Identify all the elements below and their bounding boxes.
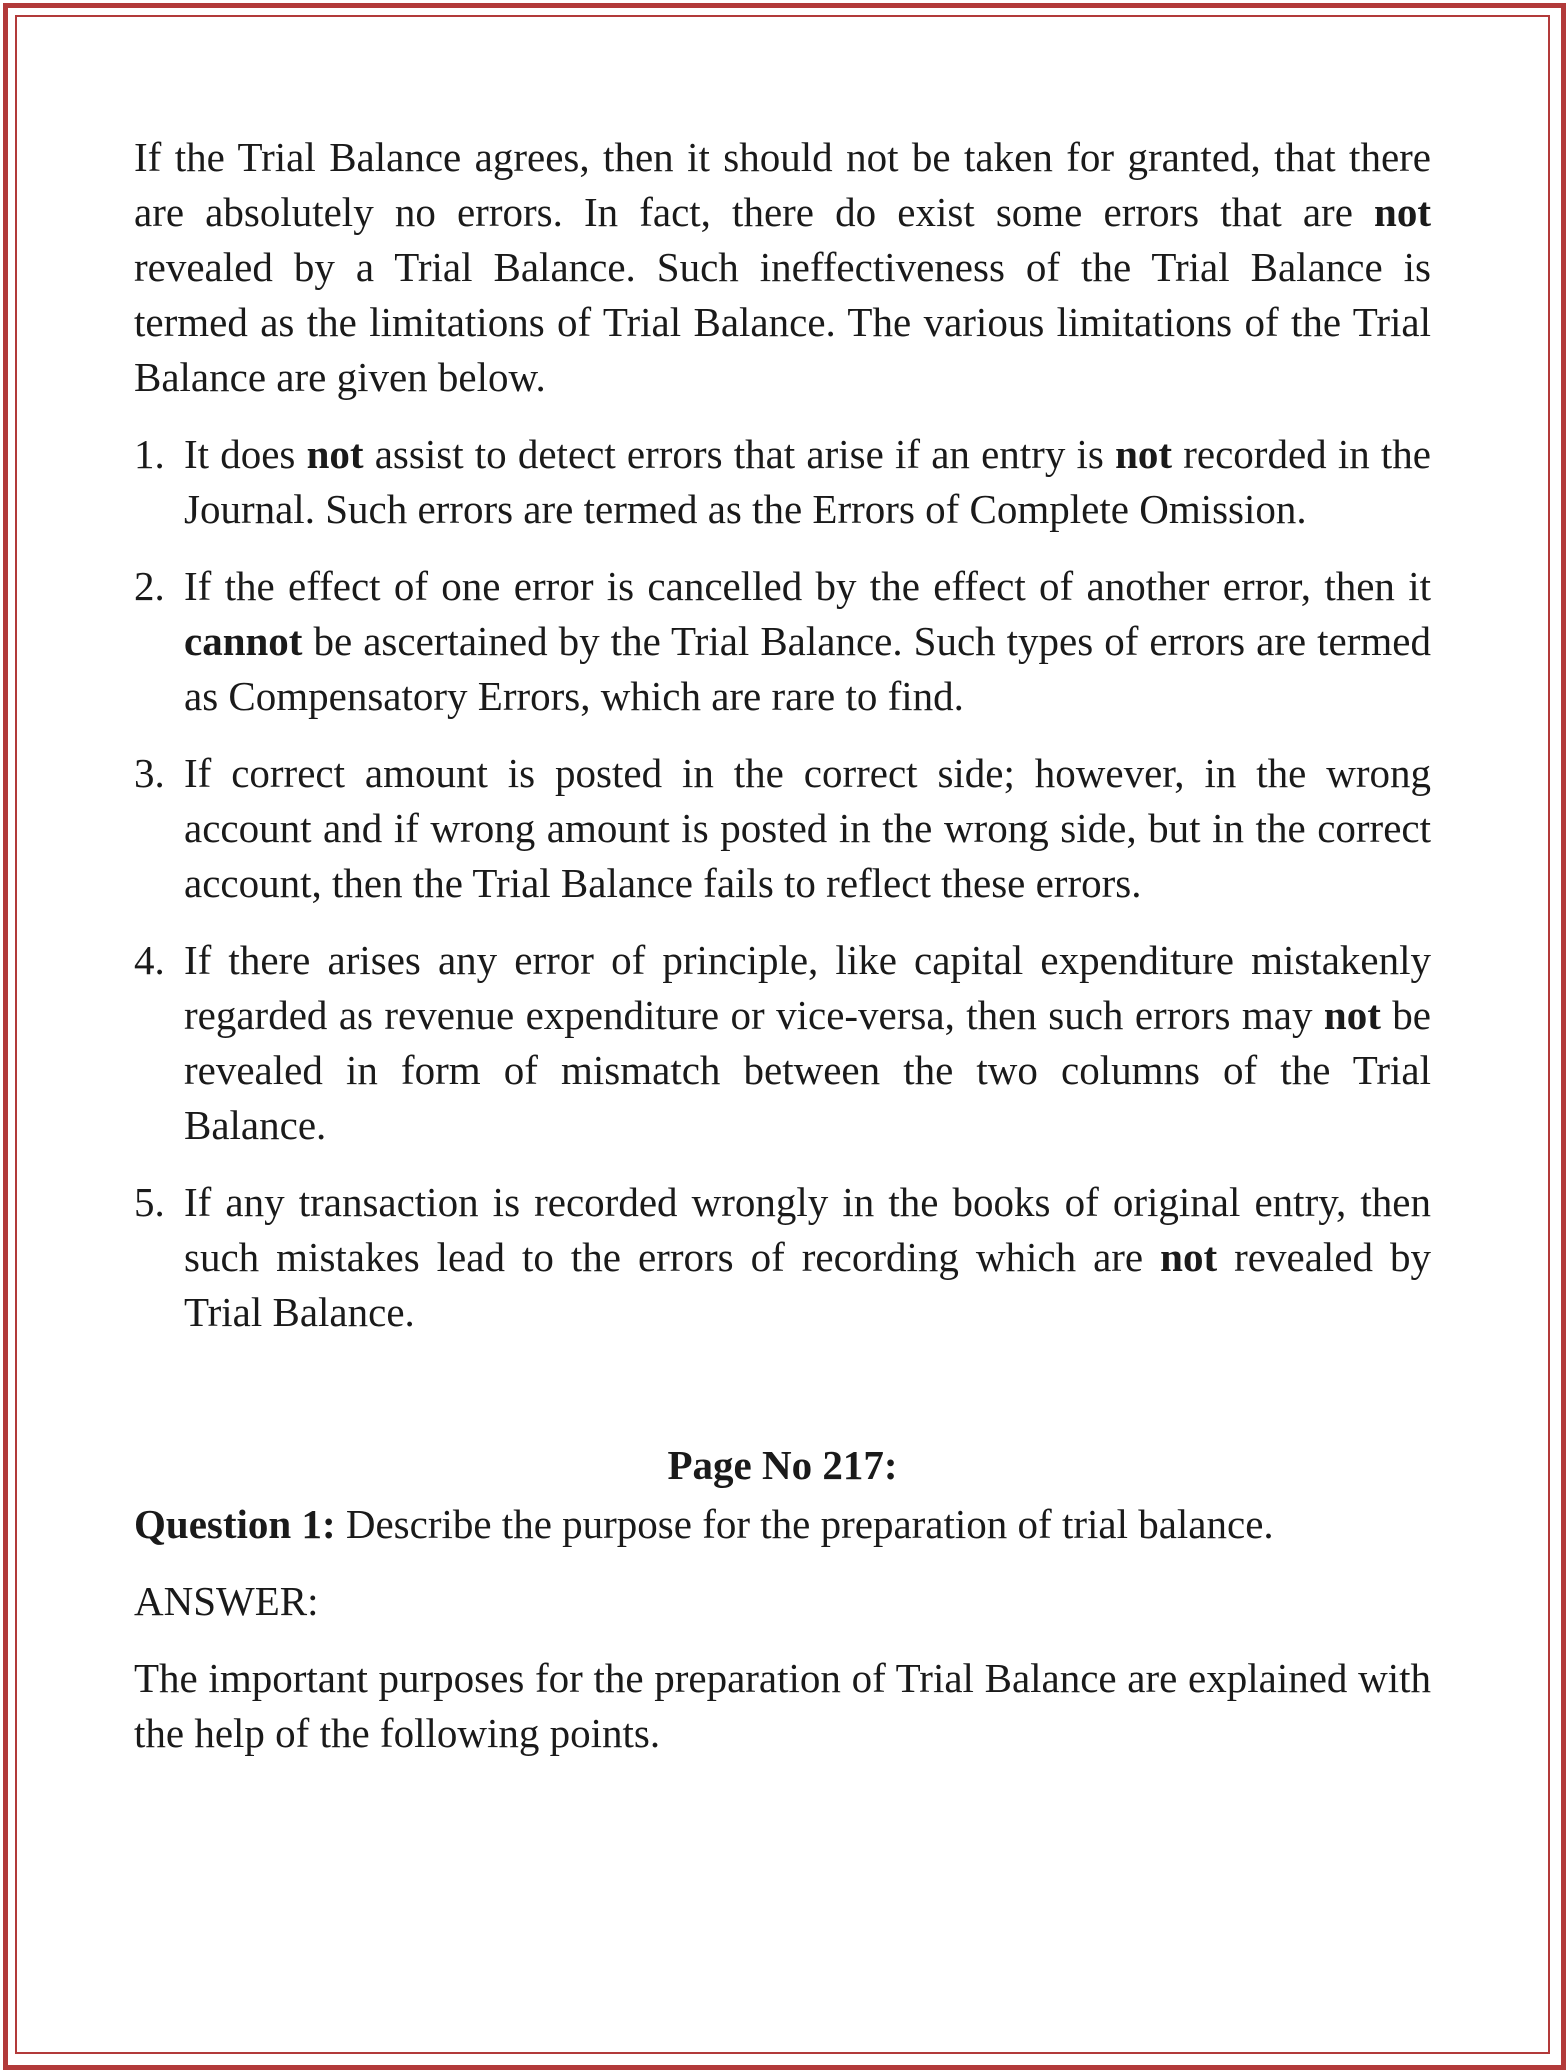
limitations-list [134,427,1431,1340]
intro-paragraph: If the Trial Balance agrees, then it should not be taken for granted, that there are absolutely no errors. In fact, there do exist some errors that are not revealed by a Trial Balance. Such ineffectiveness of the Trial Balance is termed as the limitations of Trial Balance. The various limitations of the Trial Balance are given below. [134,134,1431,400]
question-label: Question 1: [134,1501,336,1547]
question-line [134,1497,1431,1552]
limitation-item-4: 4. If there arises any error of principle, like capital expenditure mistakenly regarded as revenue expenditure or vice-versa, then such errors may not be revealed in form of mismatch between the two columns of the Trial Balance. [134,933,1431,1153]
limitation-item-1: 1. It does not assist to detect errors that arise if an entry is not recorded in the Journal. Such errors are termed as the Errors of Complete Omission. [134,427,1431,537]
item-number: 1. [134,431,165,477]
item-number: 2. [134,563,165,609]
limitation-item-3: 3. If correct amount is posted in the correct side; however, in the wrong account and if wrong amount is posted in the wrong side, but in the correct account, then the Trial Balance fails to reflect these errors. [134,746,1431,911]
question-text: Describe the purpose for the preparation of trial balance. [335,1501,1274,1547]
limitation-item-5: 5. If any transaction is recorded wrongly in the books of original entry, then such mistakes lead to the errors of recording which are not revealed by Trial Balance. [134,1175,1431,1340]
answer-paragraph: The important purposes for the preparation of Trial Balance are explained with the help of the following points. [134,1655,1431,1756]
page-number-heading: Page No 217: [667,1442,898,1488]
item-number: 5. [134,1179,165,1225]
item-number: 4. [134,937,165,983]
answer-label: ANSWER: [134,1578,319,1624]
item-number: 3. [134,750,165,796]
limitation-item-2: 2. If the effect of one error is cancelled by the effect of another error, then it cannot be ascertained by the Trial Balance. Such types of errors are termed as Compensatory Errors, which are rare to find. [134,559,1431,724]
page-content [134,130,1431,1761]
